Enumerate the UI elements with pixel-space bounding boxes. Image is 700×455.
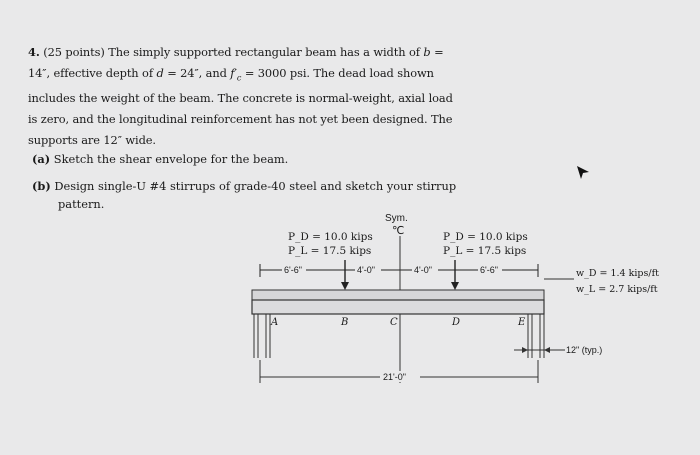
dim-label-2: 4'-0" — [357, 265, 375, 275]
problem-eq-1: = — [430, 45, 444, 59]
var-fc-sub: c — [236, 72, 242, 82]
distributed-load-block — [252, 290, 544, 300]
part-a-text: Sketch the shear envelope for the beam. — [53, 152, 289, 166]
problem-text-2a: 14″, effective depth of — [28, 65, 157, 80]
point-d-label: D — [452, 317, 461, 328]
part-b-label: (b) — [32, 179, 51, 193]
dim-label-4: 6'-6" — [480, 265, 498, 275]
left-load-arrow-head — [341, 282, 349, 290]
beam-body — [252, 300, 544, 314]
var-fc: f′ — [230, 65, 237, 80]
span-label: 21'-0" — [383, 372, 406, 382]
point-c-label: C — [390, 317, 398, 328]
var-d: d — [156, 65, 164, 80]
part-b-text: Design single-U #4 stirrups of grade-40 steel and sketch your stirrup — [54, 179, 457, 193]
right-dead-load: P_D = 10.0 kips — [443, 231, 528, 243]
point-e-label: E — [518, 317, 526, 328]
right-load-arrow-head — [451, 282, 459, 290]
part-a-label: (a) — [32, 152, 51, 166]
centerline-symbol: ℃ — [392, 225, 405, 237]
problem-number: 4. — [28, 45, 40, 59]
dim-label-3: 4'-0" — [414, 265, 432, 275]
support-width-arrow-left — [522, 347, 528, 353]
point-a-label: A — [271, 317, 279, 328]
problem-line-4: is zero, and the longitudinal reinforcement has not yet been designed. The — [28, 112, 453, 127]
part-b-text-2: pattern. — [58, 197, 105, 211]
problem-text-2b: = 24″, and — [163, 65, 231, 80]
dead-distributed-load: w_D = 1.4 kips/ft — [576, 268, 659, 279]
dim-label-1: 6'-6" — [284, 265, 302, 275]
left-live-load: P_L = 17.5 kips — [288, 245, 372, 257]
support-width-arrow-right — [544, 347, 550, 353]
live-distributed-load: w_L = 2.7 kips/ft — [576, 284, 658, 295]
mouse-cursor-icon — [575, 164, 591, 182]
symmetry-label: Sym. — [385, 213, 408, 224]
problem-points: (25 points) — [43, 45, 105, 59]
point-b-label: B — [341, 317, 349, 328]
right-live-load: P_L = 17.5 kips — [443, 245, 527, 257]
support-width-label: 12" (typ.) — [566, 345, 603, 355]
problem-line-3: includes the weight of the beam. The concrete is normal-weight, axial load — [28, 91, 453, 106]
problem-text-2c: = 3000 psi. The dead load shown — [241, 65, 434, 80]
var-b: b — [423, 45, 431, 59]
left-dead-load: P_D = 10.0 kips — [288, 231, 373, 243]
problem-text-1: The simply supported rectangular beam has a width of — [108, 45, 420, 59]
problem-line-5: supports are 12″ wide. — [28, 132, 156, 147]
